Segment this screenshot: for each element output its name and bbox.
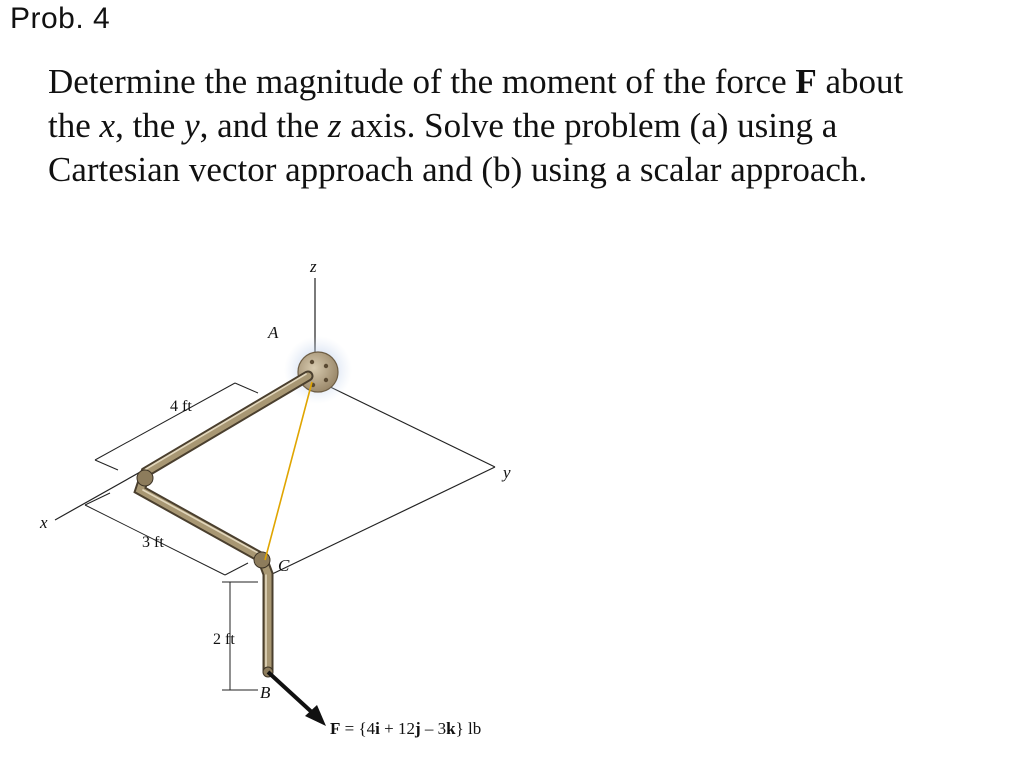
force-symbol: F bbox=[795, 62, 817, 101]
support-plate-a bbox=[284, 336, 352, 404]
pipe-assembly-figure bbox=[0, 230, 620, 758]
point-b-label: B bbox=[260, 683, 271, 702]
x-axis-label: x bbox=[40, 513, 48, 532]
statement-line-1 bbox=[48, 60, 958, 104]
x-projection-line bbox=[268, 467, 495, 576]
problem-statement bbox=[48, 60, 958, 192]
statement-line-2 bbox=[48, 104, 958, 148]
statement-text-2a: the bbox=[48, 106, 100, 145]
point-c-label: C bbox=[278, 556, 290, 575]
dim-3ft-label: 3 ft bbox=[142, 534, 164, 551]
axis-z-symbol: z bbox=[327, 106, 342, 145]
cable-ac bbox=[265, 382, 312, 560]
force-eq-part1: = {4 bbox=[340, 719, 376, 738]
statement-line-3 bbox=[48, 148, 958, 192]
z-axis-label: z bbox=[310, 257, 317, 276]
force-eq-part2: + 12 bbox=[379, 719, 415, 738]
statement-text-1-end: about bbox=[816, 62, 904, 101]
y-axis-line bbox=[320, 382, 495, 467]
point-a-label: A bbox=[268, 323, 279, 342]
statement-text-2d: axis. Solve the problem (a) using a bbox=[341, 106, 838, 145]
axis-x-symbol: x bbox=[99, 106, 116, 145]
problem-number: Prob. 4 bbox=[10, 2, 111, 35]
pipe bbox=[140, 374, 308, 670]
statement-text-3: Cartesian vector approach and (b) using a scalar approach. bbox=[48, 150, 868, 189]
statement-text-2b: , the bbox=[115, 106, 185, 145]
statement-text-1: Determine the magnitude of the moment of the force bbox=[48, 62, 796, 101]
force-vector bbox=[268, 672, 326, 726]
force-eq-i: i bbox=[375, 719, 380, 738]
force-eq-symbol: F bbox=[330, 719, 341, 738]
y-axis-label: y bbox=[503, 463, 511, 482]
statement-text-2c: , and the bbox=[199, 106, 328, 145]
force-eq-k: k bbox=[446, 719, 456, 738]
force-eq-part3: – 3 bbox=[420, 719, 447, 738]
force-eq-j: j bbox=[414, 719, 421, 738]
axis-y-symbol: y bbox=[184, 106, 200, 145]
force-equation bbox=[330, 719, 481, 738]
dim-2ft-label: 2 ft bbox=[213, 631, 235, 648]
dim-4ft-label: 4 ft bbox=[170, 398, 192, 415]
force-eq-unit: } lb bbox=[455, 719, 482, 738]
